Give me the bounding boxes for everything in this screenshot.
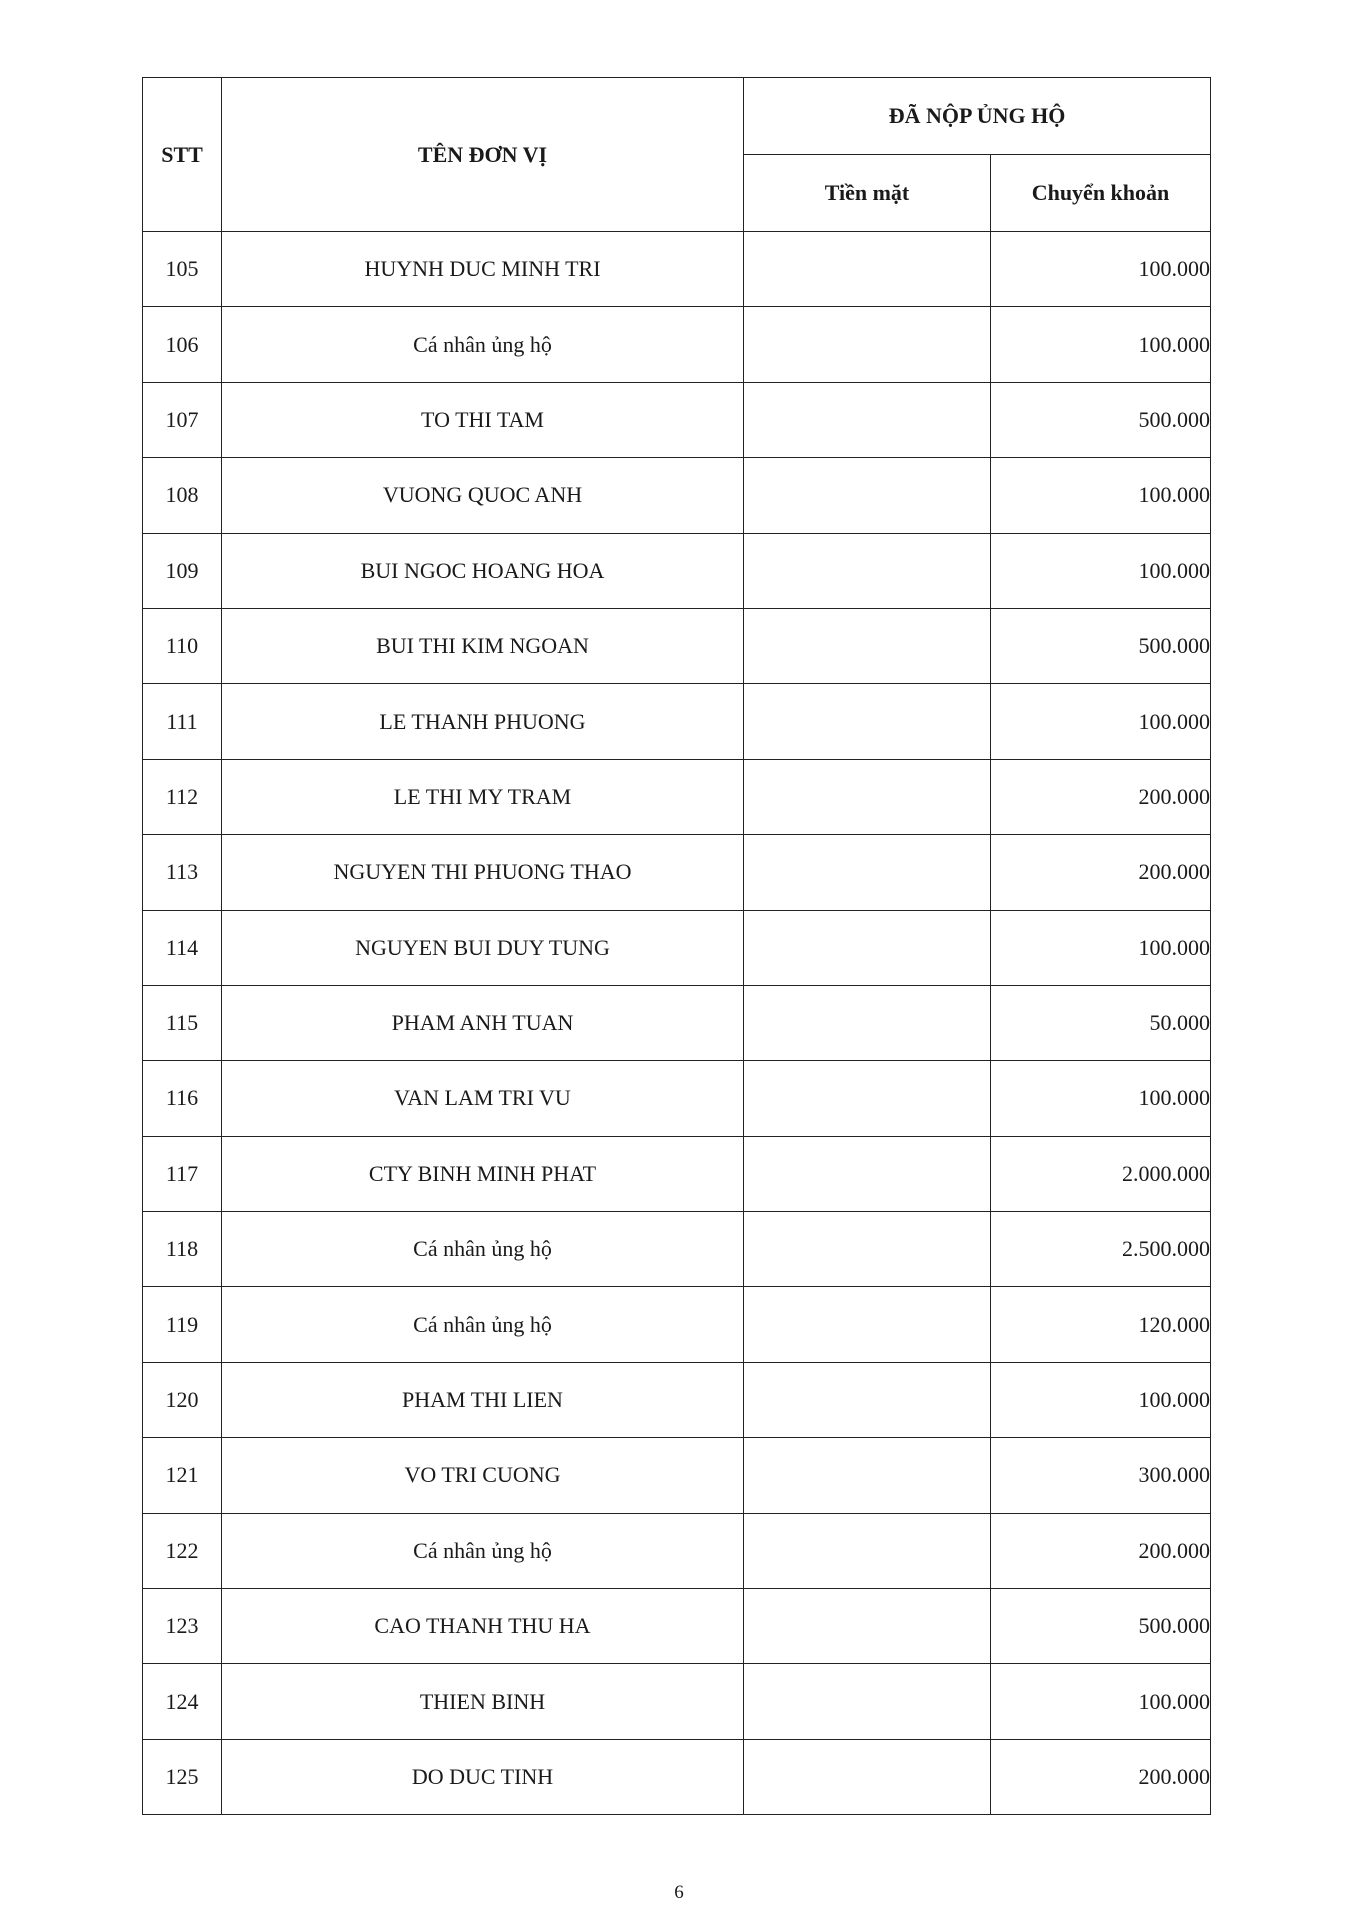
header-donated-group: ĐÃ NỘP ỦNG HỘ	[744, 78, 1211, 155]
transfer-cell: 100.000	[991, 1664, 1211, 1739]
stt-cell: 119	[143, 1287, 222, 1362]
cash-cell	[744, 759, 991, 834]
name-cell: Cá nhân ủng hộ	[222, 1513, 744, 1588]
transfer-cell: 200.000	[991, 759, 1211, 834]
table-header-row	[143, 78, 1211, 155]
stt-cell: 125	[143, 1739, 222, 1814]
stt-cell: 123	[143, 1589, 222, 1664]
name-cell: Cá nhân ủng hộ	[222, 1212, 744, 1287]
transfer-cell: 100.000	[991, 307, 1211, 382]
cash-cell	[744, 1287, 991, 1362]
table-row	[143, 1664, 1211, 1739]
stt-cell: 112	[143, 759, 222, 834]
header-stt: STT	[143, 78, 222, 232]
cash-cell	[744, 1136, 991, 1211]
name-cell: Cá nhân ủng hộ	[222, 307, 744, 382]
transfer-cell: 500.000	[991, 382, 1211, 457]
table-row	[143, 759, 1211, 834]
cash-cell	[744, 1513, 991, 1588]
cash-cell	[744, 1061, 991, 1136]
stt-cell: 118	[143, 1212, 222, 1287]
cash-cell	[744, 985, 991, 1060]
cash-cell	[744, 382, 991, 457]
table-row	[143, 1362, 1211, 1437]
cash-cell	[744, 684, 991, 759]
transfer-cell: 100.000	[991, 458, 1211, 533]
name-cell: Cá nhân ủng hộ	[222, 1287, 744, 1362]
cash-cell	[744, 458, 991, 533]
name-cell: NGUYEN BUI DUY TUNG	[222, 910, 744, 985]
name-cell: TO THI TAM	[222, 382, 744, 457]
cash-cell	[744, 1739, 991, 1814]
cash-cell	[744, 1438, 991, 1513]
stt-cell: 106	[143, 307, 222, 382]
table-row	[143, 985, 1211, 1060]
name-cell: CAO THANH THU HA	[222, 1589, 744, 1664]
cash-cell	[744, 1664, 991, 1739]
name-cell: LE THI MY TRAM	[222, 759, 744, 834]
header-transfer: Chuyển khoản	[991, 155, 1211, 232]
stt-cell: 117	[143, 1136, 222, 1211]
name-cell: BUI THI KIM NGOAN	[222, 608, 744, 683]
stt-cell: 108	[143, 458, 222, 533]
table-row	[143, 1287, 1211, 1362]
table-row	[143, 382, 1211, 457]
stt-cell: 124	[143, 1664, 222, 1739]
header-cash: Tiền mặt	[744, 155, 991, 232]
name-cell: PHAM ANH TUAN	[222, 985, 744, 1060]
table-row	[143, 458, 1211, 533]
transfer-cell: 100.000	[991, 232, 1211, 307]
table-row	[143, 835, 1211, 910]
name-cell: VUONG QUOC ANH	[222, 458, 744, 533]
transfer-cell: 50.000	[991, 985, 1211, 1060]
stt-cell: 107	[143, 382, 222, 457]
table-row	[143, 1513, 1211, 1588]
cash-cell	[744, 533, 991, 608]
stt-cell: 114	[143, 910, 222, 985]
transfer-cell: 500.000	[991, 608, 1211, 683]
table-row	[143, 307, 1211, 382]
name-cell: PHAM THI LIEN	[222, 1362, 744, 1437]
cash-cell	[744, 1362, 991, 1437]
name-cell: LE THANH PHUONG	[222, 684, 744, 759]
stt-cell: 116	[143, 1061, 222, 1136]
stt-cell: 115	[143, 985, 222, 1060]
name-cell: NGUYEN THI PHUONG THAO	[222, 835, 744, 910]
cash-cell	[744, 608, 991, 683]
transfer-cell: 300.000	[991, 1438, 1211, 1513]
cash-cell	[744, 910, 991, 985]
stt-cell: 113	[143, 835, 222, 910]
transfer-cell: 200.000	[991, 1739, 1211, 1814]
cash-cell	[744, 307, 991, 382]
table-row	[143, 1589, 1211, 1664]
cash-cell	[744, 1212, 991, 1287]
stt-cell: 110	[143, 608, 222, 683]
name-cell: BUI NGOC HOANG HOA	[222, 533, 744, 608]
table-row	[143, 684, 1211, 759]
stt-cell: 105	[143, 232, 222, 307]
table-row	[143, 1438, 1211, 1513]
table-row	[143, 910, 1211, 985]
transfer-cell: 500.000	[991, 1589, 1211, 1664]
transfer-cell: 200.000	[991, 1513, 1211, 1588]
transfer-cell: 200.000	[991, 835, 1211, 910]
name-cell: VO TRI CUONG	[222, 1438, 744, 1513]
transfer-cell: 2.500.000	[991, 1212, 1211, 1287]
donation-table	[142, 77, 1211, 1815]
table-row	[143, 1212, 1211, 1287]
transfer-cell: 2.000.000	[991, 1136, 1211, 1211]
transfer-cell: 100.000	[991, 684, 1211, 759]
transfer-cell: 100.000	[991, 533, 1211, 608]
table-row	[143, 1739, 1211, 1814]
table-row	[143, 1061, 1211, 1136]
header-name: TÊN ĐƠN VỊ	[222, 78, 744, 232]
transfer-cell: 100.000	[991, 910, 1211, 985]
stt-cell: 122	[143, 1513, 222, 1588]
cash-cell	[744, 835, 991, 910]
name-cell: HUYNH DUC MINH TRI	[222, 232, 744, 307]
name-cell: DO DUC TINH	[222, 1739, 744, 1814]
transfer-cell: 100.000	[991, 1061, 1211, 1136]
table-row	[143, 533, 1211, 608]
stt-cell: 120	[143, 1362, 222, 1437]
stt-cell: 121	[143, 1438, 222, 1513]
page-number: 6	[674, 1882, 684, 1903]
table-row	[143, 608, 1211, 683]
table-row	[143, 232, 1211, 307]
name-cell: VAN LAM TRI VU	[222, 1061, 744, 1136]
table-row	[143, 1136, 1211, 1211]
stt-cell: 111	[143, 684, 222, 759]
name-cell: CTY BINH MINH PHAT	[222, 1136, 744, 1211]
cash-cell	[744, 232, 991, 307]
name-cell: THIEN BINH	[222, 1664, 744, 1739]
stt-cell: 109	[143, 533, 222, 608]
cash-cell	[744, 1589, 991, 1664]
transfer-cell: 100.000	[991, 1362, 1211, 1437]
transfer-cell: 120.000	[991, 1287, 1211, 1362]
